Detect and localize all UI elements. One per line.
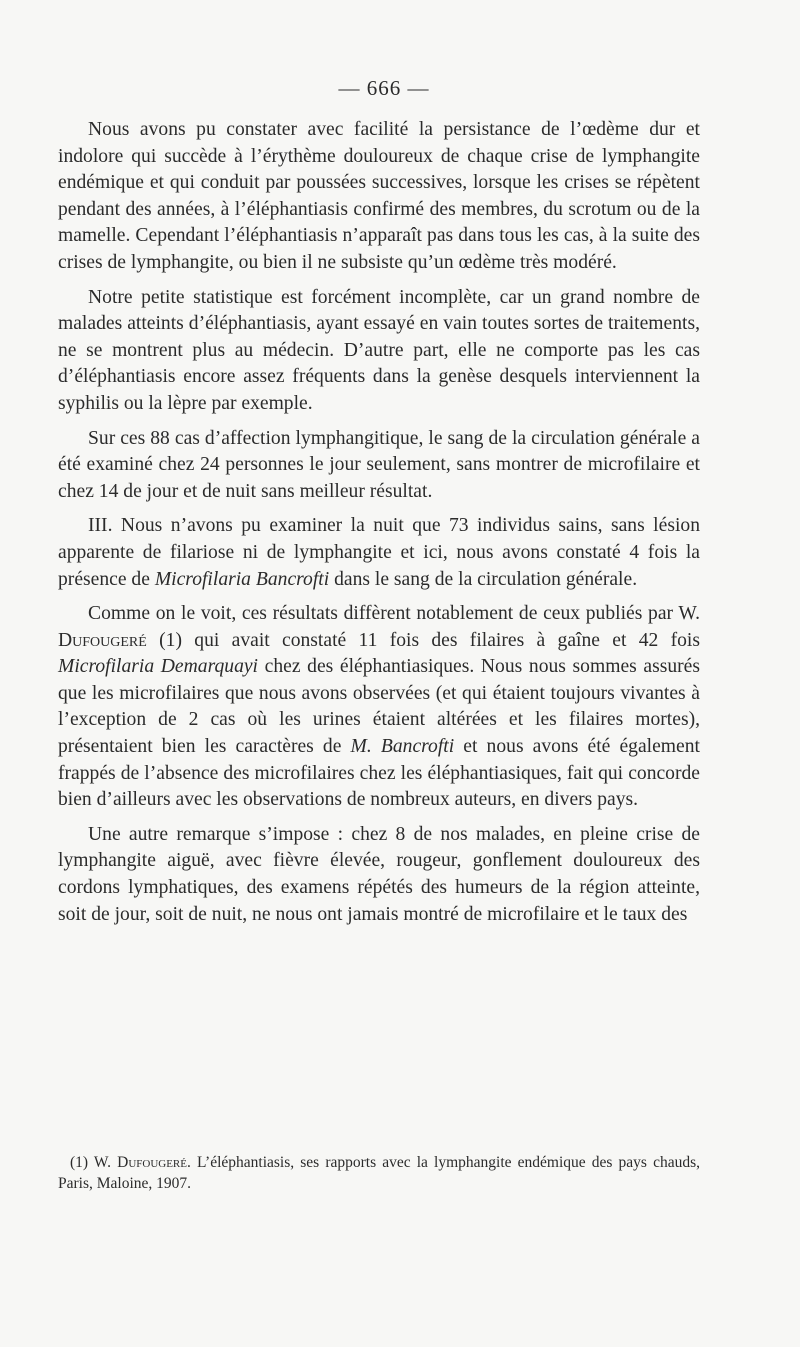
text-segment: (1) qui avait constaté 11 fois des filaires à gaîne et 42 fois bbox=[146, 629, 700, 651]
text-segment: Une autre remarque s’impose : chez 8 de nos malades, en pleine crise de lymphangite aiguë, avec fièvre élevée, rougeur, gonflement douloureux des cordons lymphatiques, des examens répétés des humeurs de la région atteinte, soit de jour, soit de nuit, ne nous ont jamais montré de microfilaire et le taux des bbox=[58, 823, 700, 925]
text-segment: Comme on le voit, ces résultats diffèrent notablement de ceux publiés par W. bbox=[88, 603, 700, 625]
author-name: Dufougeré bbox=[117, 1154, 187, 1171]
text-segment: Notre petite statistique est forcément incomplète, car un grand nombre de malades atteints d’éléphantiasis, ayant essayé en vain toutes sortes de traitements, ne se montrent plus au médecin. D’autre part, elle ne comporte pas les cas d’éléphantiasis encore assez fréquents dans la genèse desquels interviennent la syphilis ou la lèpre par exemple. bbox=[58, 286, 700, 414]
text-segment: dans le sang de la circulation générale. bbox=[329, 568, 638, 590]
italic-text: Microfilaria Demarquayi bbox=[58, 656, 258, 678]
paragraph bbox=[58, 117, 700, 277]
paragraph bbox=[58, 285, 700, 418]
footnote bbox=[58, 1152, 700, 1194]
paragraph bbox=[58, 426, 700, 506]
text-segment: . L’éléphantiasis, ses rapports avec la lymphangite endémique des pays chauds, Paris, Maloine, 1907. bbox=[58, 1154, 700, 1192]
italic-text: Microfilaria Bancrofti bbox=[154, 568, 330, 590]
text-segment: chez des éléphantiasiques. Nous nous sommes assurés que les microfilaires que nous avons observées (et qui étaient toujours vivantes à l’exception de 2 cas où les urines étaient altérées et les filaires mortes), présentaient bien les caractères de bbox=[58, 656, 700, 758]
footnotes bbox=[58, 1152, 700, 1194]
text-segment: Sur ces 88 cas d’affection lymphangitique, le sang de la circulation générale a été examiné chez 24 personnes le jour seulement, sans montrer de microfilaire et chez 14 de jour et de nuit sans meilleur résultat. bbox=[58, 427, 700, 502]
page-number: — 666 — bbox=[338, 76, 430, 100]
paragraph bbox=[58, 513, 700, 593]
text-segment: III. Nous n’avons pu examiner la nuit que 73 individus sains, sans lésion apparente de filariose ni de lymphangite et ici, nous avons constaté 4 fois la présence de bbox=[58, 515, 700, 590]
paragraph bbox=[58, 822, 700, 928]
paragraph bbox=[58, 601, 700, 814]
text-segment: (1) W. bbox=[70, 1154, 118, 1171]
text-segment: et nous avons été également frappés de l’absence des microfilaires chez les éléphantiasiques, fait qui concorde bien d’ailleurs avec les observations de nombreux auteurs, en divers pays. bbox=[58, 736, 700, 811]
text-segment: Nous avons pu constater avec facilité la persistance de l’œdème dur et indolore qui succède à l’érythème douloureux de chaque crise de lymphangite endémique et qui conduit par poussées successives, lorsque les crises se répètent pendant des années, à l’éléphantiasis confirmé des membres, du scrotum ou de la mamelle. Cependant l’éléphantiasis n’apparaît pas dans tous les cas, à la suite des crises de lymphangite, ou bien il ne subsiste qu’un œdème très modéré. bbox=[58, 119, 700, 273]
italic-text: M. Bancrofti bbox=[350, 736, 455, 758]
body-text bbox=[58, 117, 700, 928]
author-name: Dufougeré bbox=[58, 629, 147, 651]
